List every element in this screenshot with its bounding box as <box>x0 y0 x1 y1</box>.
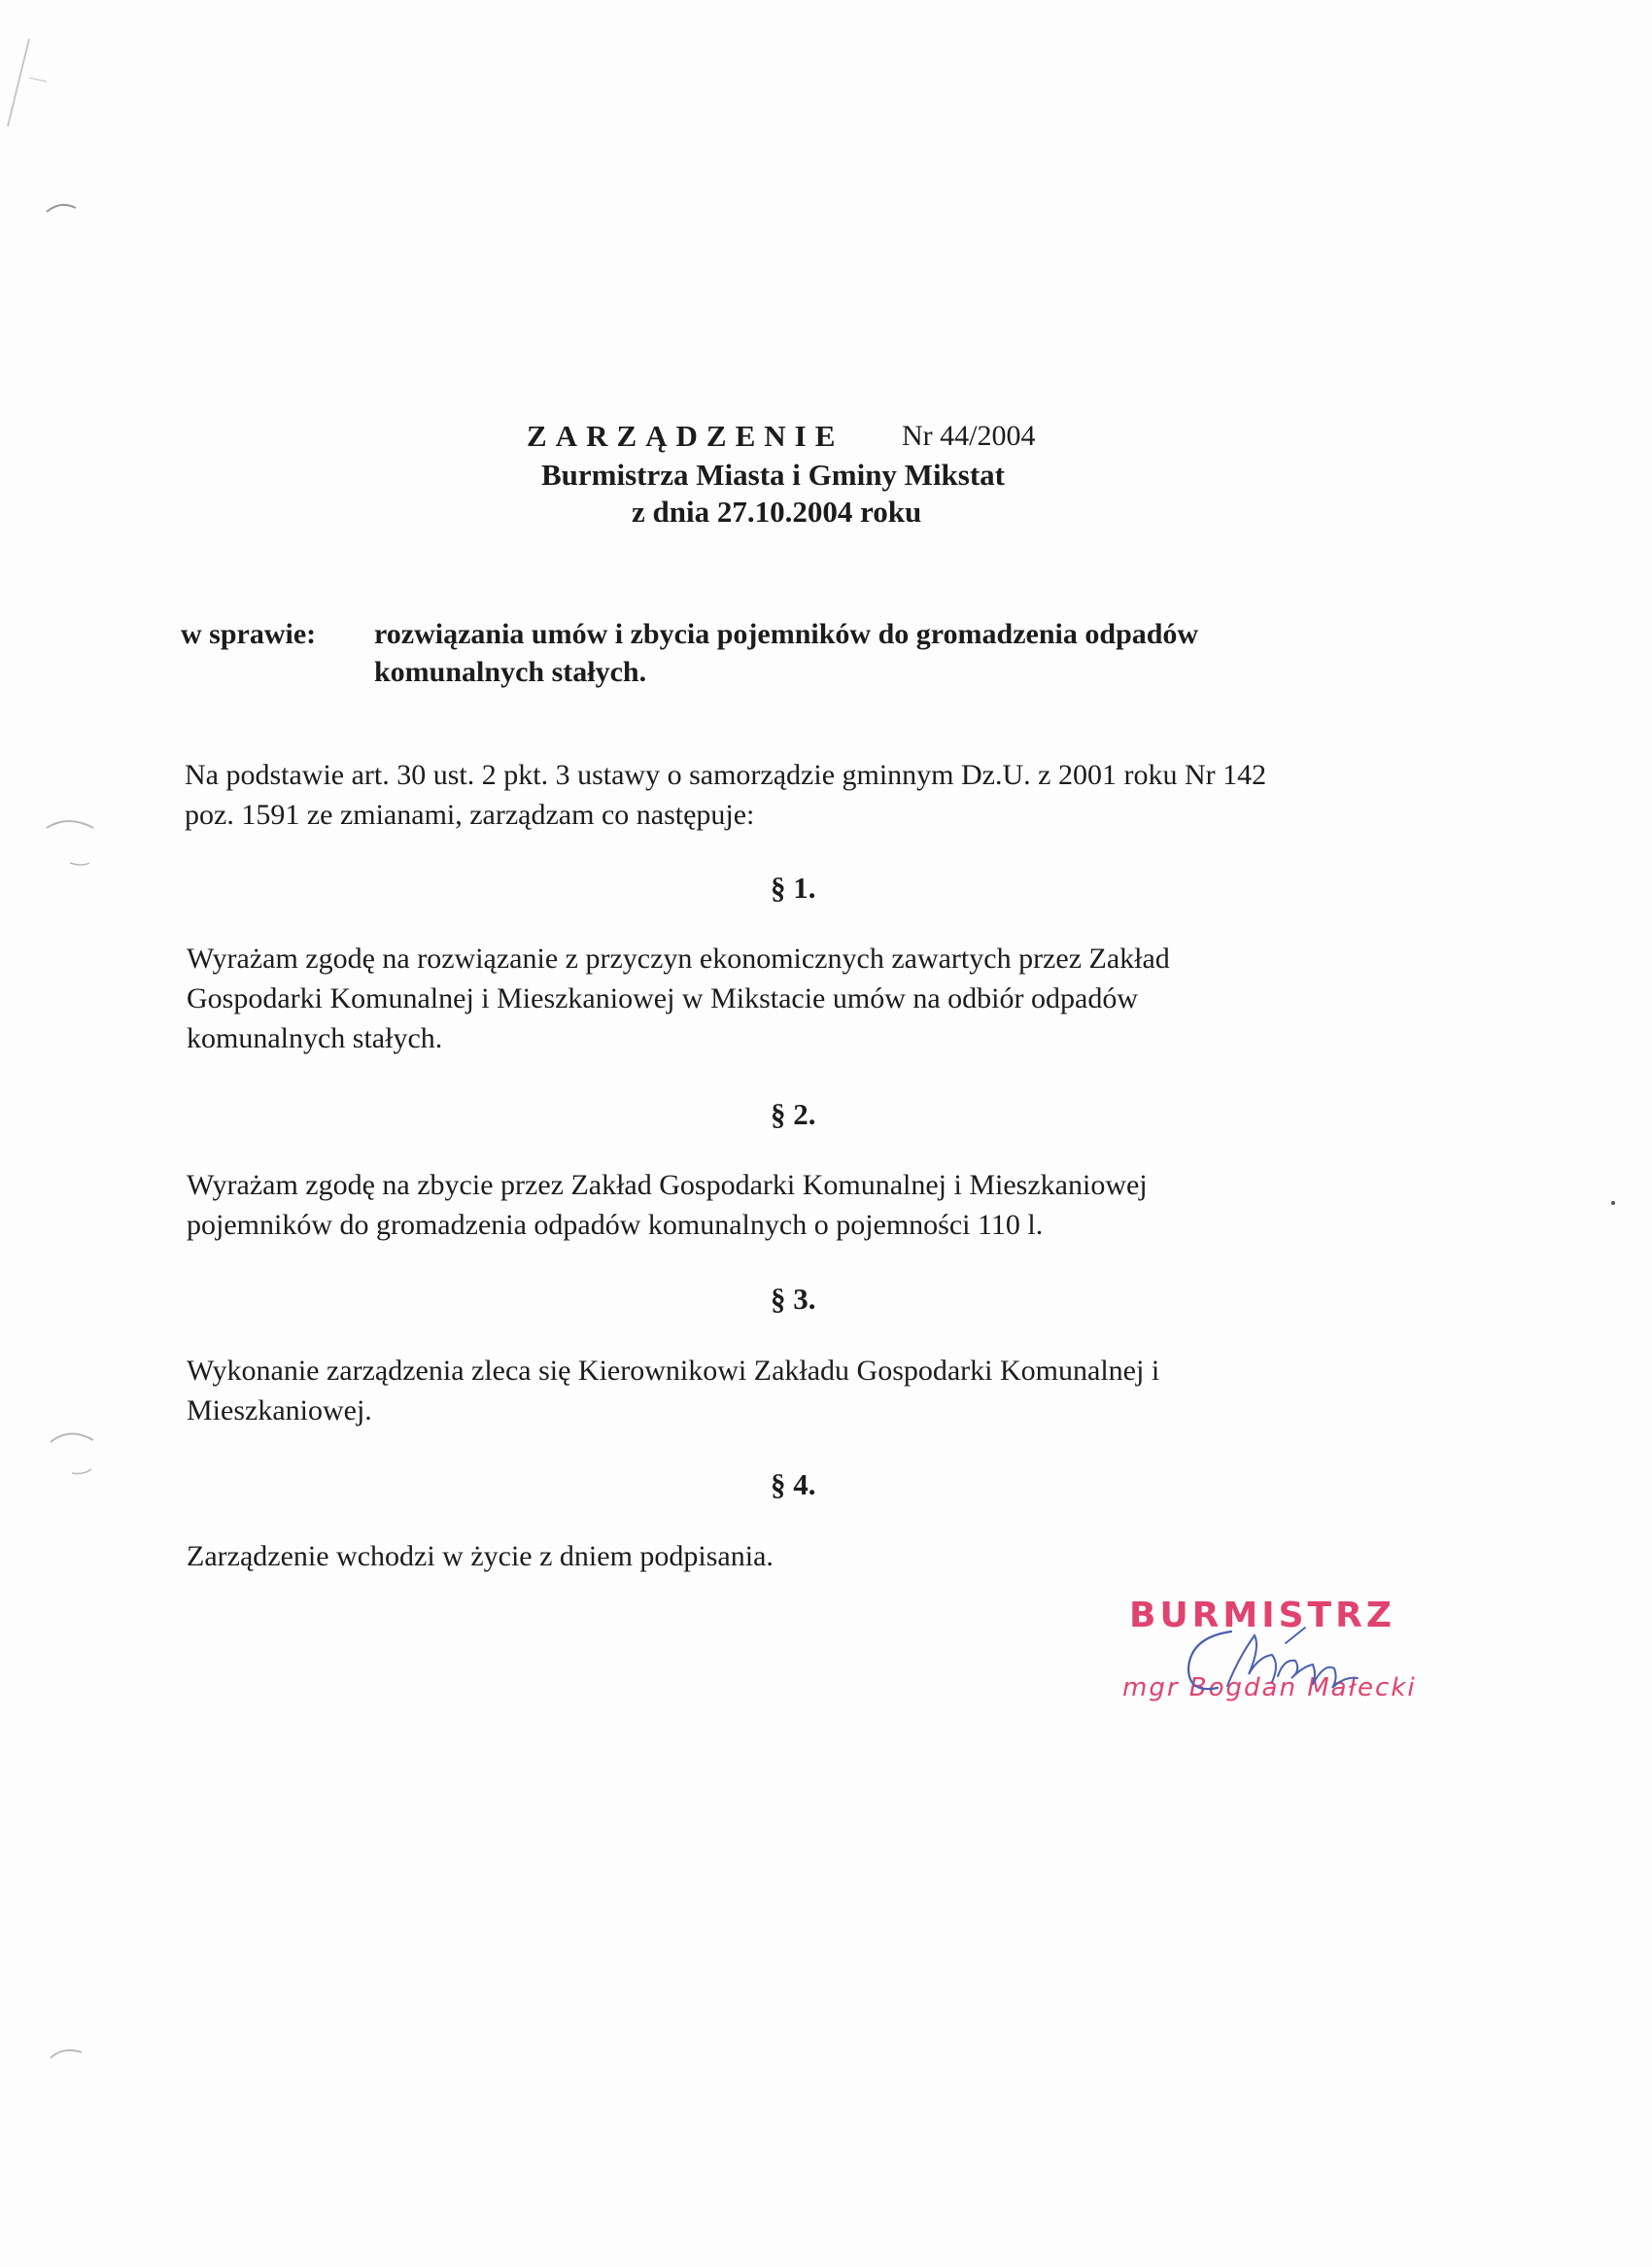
stamp-title: BURMISTRZ <box>1129 1596 1395 1635</box>
date-line: z dnia 27.10.2004 roku <box>632 495 922 529</box>
subject-line-1: rozwiązania umów i zbycia pojemników do gromadzenia odpadów <box>374 618 1199 650</box>
section-4-body <box>187 1536 774 1576</box>
section-2-heading: § 2. <box>771 1097 816 1131</box>
preamble-line-1: Na podstawie art. 30 ust. 2 pkt. 3 ustawy o samorządzie gminnym Dz.U. z 2001 roku Nr 142 <box>185 759 1267 791</box>
subject-label: w sprawie: <box>181 618 317 650</box>
stamp-name: mgr Bogdan Małecki <box>1122 1673 1417 1702</box>
section-1-line: Wyrażam zgodę na rozwiązanie z przyczyn ekonomicznych zawartych przez Zakład <box>187 943 1170 975</box>
section-4-heading: § 4. <box>771 1467 816 1501</box>
section-3-line: Wykonanie zarządzenia zleca się Kierownikowi Zakładu Gospodarki Komunalnej i <box>187 1355 1160 1387</box>
section-2-body <box>187 1165 1148 1245</box>
preamble-line-2: poz. 1591 ze zmianami, zarządzam co następuje: <box>185 799 755 831</box>
document-number: Nr 44/2004 <box>902 420 1036 452</box>
subject-line-2: komunalnych stałych. <box>374 656 647 688</box>
section-3-line: Mieszkaniowej. <box>187 1394 372 1426</box>
document-title: ZARZĄDZENIE <box>527 419 844 453</box>
section-1-line: komunalnych stałych. <box>187 1022 443 1054</box>
section-3-heading: § 3. <box>771 1282 816 1316</box>
section-4-line: Zarządzenie wchodzi w życie z dniem podpisania. <box>187 1540 774 1572</box>
section-1-body <box>187 939 1170 1058</box>
section-1-heading: § 1. <box>771 871 816 905</box>
document-title-block <box>527 420 843 453</box>
section-1-line: Gospodarki Komunalnej i Mieszkaniowej w Mikstacie umów na odbiór odpadów <box>187 982 1138 1014</box>
section-2-line: pojemników do gromadzenia odpadów komunalnych o pojemności 110 l. <box>187 1209 1044 1241</box>
section-3-body <box>187 1351 1159 1430</box>
issuer-line: Burmistrza Miasta i Gminy Mikstat <box>541 458 1006 492</box>
handwritten-signature <box>1171 1618 1365 1715</box>
section-2-line: Wyrażam zgodę na zbycie przez Zakład Gospodarki Komunalnej i Mieszkaniowej <box>187 1169 1148 1201</box>
